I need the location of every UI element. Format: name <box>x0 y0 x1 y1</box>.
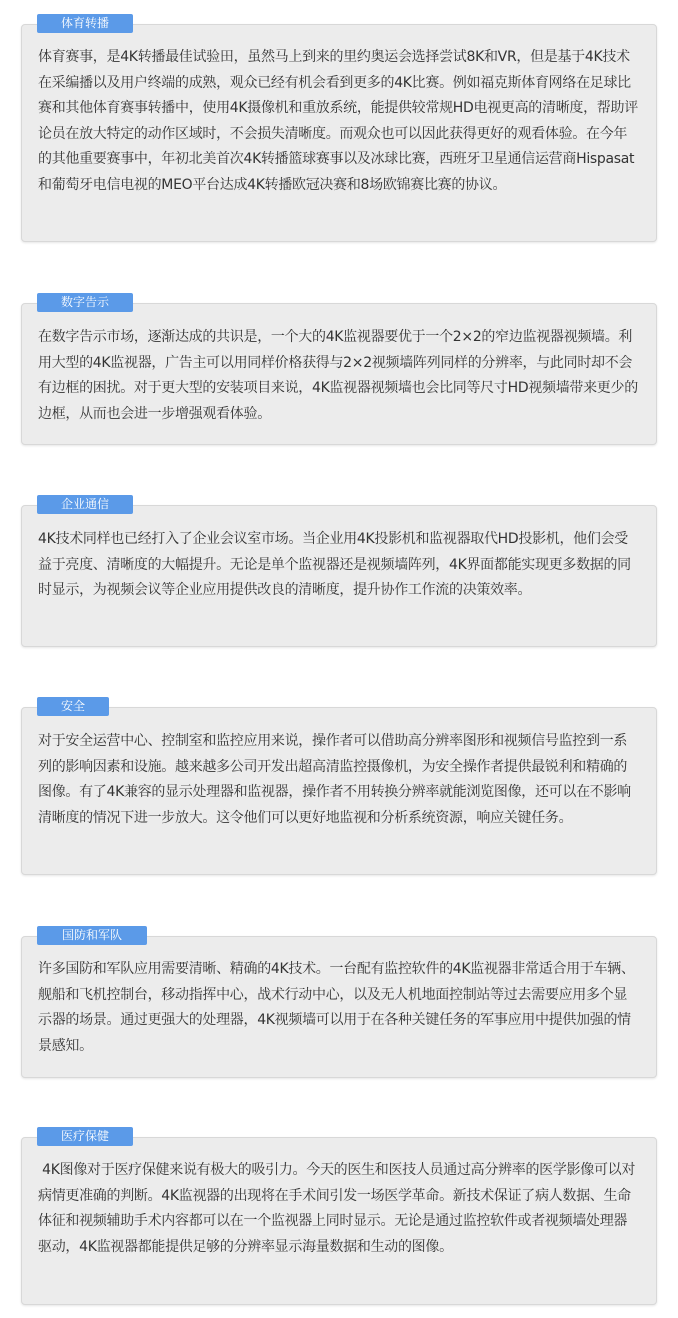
section-tag: 国防和军队 <box>37 926 147 945</box>
section-tag: 医疗保健 <box>37 1127 133 1146</box>
section-tag: 数字告示 <box>37 293 133 312</box>
section-body: 对于安全运营中心、控制室和监控应用来说，操作者可以借助高分辨率图形和视频信号监控到一系列的影响因素和设施。越来越多公司开发出超高清监控摄像机，为安全操作者提供最锐利和精确的图像。有了4K兼容的显示处理器和监视器，操作者不用转换分辨率就能浏览图像，还可以在不影响清晰度的情况下进一步放大。这令他们可以更好地监视和分析系统资源，响应关键任务。 <box>38 733 631 826</box>
section-tag: 安全 <box>37 697 109 716</box>
section-body: 4K图像对于医疗保健来说有极大的吸引力。今天的医生和医技人员通过高分辨率的医学影像可以对病情更准确的判断。4K监视器的出现将在手术间引发一场医学革命。新技术保证了病人数据、生命体征和视频辅助手术内容都可以在一个监视器上同时显示。无论是通过监控软件或者视频墙处理器驱动，4K监视器都能提供足够的分辨率显示海量数据和生动的图像。 <box>38 1162 636 1255</box>
section-tag: 企业通信 <box>37 495 133 514</box>
section-tag: 体育转播 <box>37 14 133 33</box>
section-body: 许多国防和军队应用需要清晰、精确的4K技术。一台配有监控软件的4K监视器非常适合用于车辆、舰船和飞机控制台，移动指挥中心，战术行动中心，以及无人机地面控制站等过去需要应用多个显示器的场景。通过更强大的处理器，4K视频墙可以用于在各种关键任务的军事应用中提供加强的情景感知。 <box>38 961 635 1054</box>
section-body: 4K技术同样也已经打入了企业会议室市场。当企业用4K投影机和监视器取代HD投影机，他们会受益于亮度、清晰度的大幅提升。无论是单个监视器还是视频墙阵列，4K界面都能实现更多数据的同时显示，为视频会议等企业应用提供改良的清晰度，提升协作工作流的决策效率。 <box>38 531 631 598</box>
section-body: 体育赛事，是4K转播最佳试验田，虽然马上到来的里约奥运会选择尝试8K和VR，但是基于4K技术在采编播以及用户终端的成熟，观众已经有机会看到更多的4K比赛。例如福克斯体育网络在足球比赛和其他体育赛事转播中，使用4K摄像机和重放系统，能提供较常规HD电视更高的清晰度，帮助评论员在放大特定的动作区域时，不会损失清晰度。而观众也可以因此获得更好的观看体验。在今年的其他重要赛事中，年初北美首次4K转播篮球赛事以及冰球比赛，西班牙卫星通信运营商Hispasat和葡萄牙电信电视的MEO平台达成4K转播欧冠决赛和8场欧锦赛比赛的协议。 <box>38 49 638 193</box>
section-body: 在数字告示市场，逐渐达成的共识是，一个大的4K监视器要优于一个2×2的窄边监视器视频墙。利用大型的4K监视器，广告主可以用同样价格获得与2×2视频墙阵列同样的分辨率，与此同时却不会有边框的困扰。对于更大型的安装项目来说，4K监视器视频墙也会比同等尺寸HD视频墙带来更少的边框，从而也会进一步增强观看体验。 <box>38 329 638 422</box>
